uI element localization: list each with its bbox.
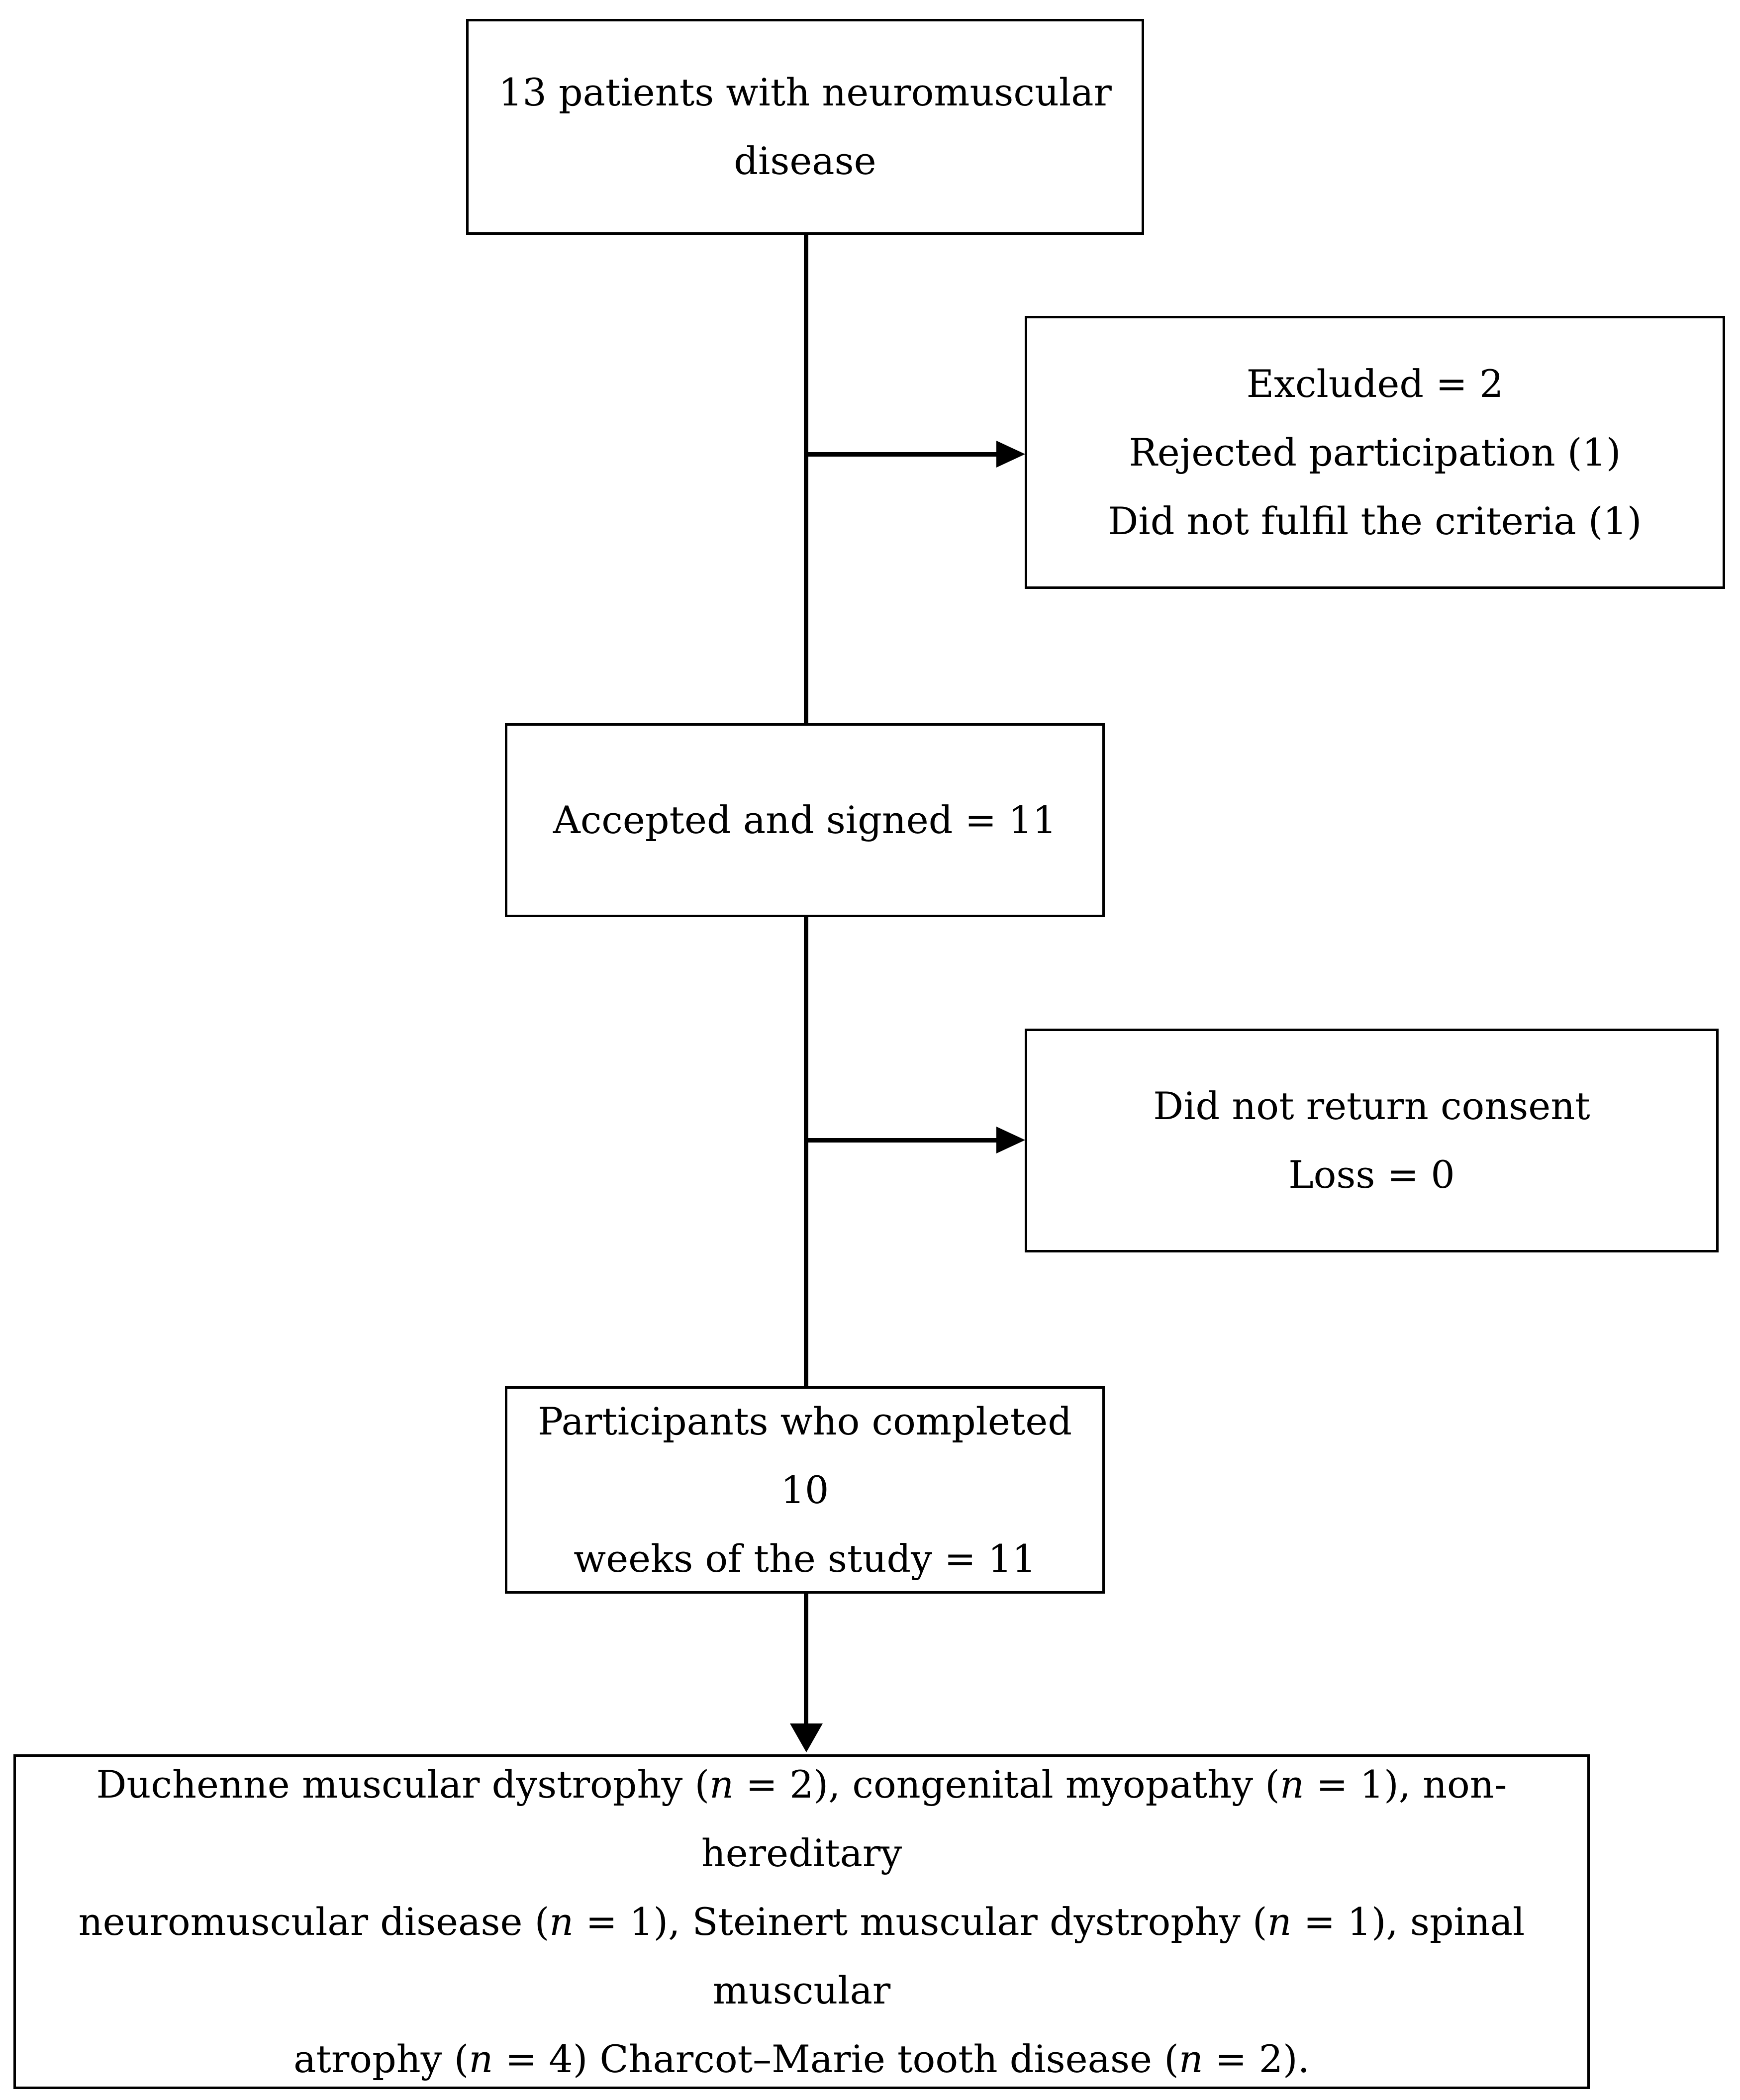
text-line: Accepted and signed = 11 bbox=[553, 798, 1057, 842]
box-accepted-signed bbox=[505, 723, 1105, 917]
box-excluded bbox=[1025, 316, 1725, 589]
arrow-to-final-head-icon bbox=[790, 1723, 823, 1752]
text-line: weeks of the study = 11 bbox=[574, 1536, 1036, 1581]
box-patients bbox=[466, 19, 1144, 235]
connector-line-top-to-accepted bbox=[804, 235, 808, 723]
text-line: Did not return consent bbox=[1153, 1084, 1590, 1128]
arrow-to-consent-head-icon bbox=[996, 1127, 1025, 1153]
text-line: disease bbox=[734, 139, 876, 183]
text-line: Loss = 0 bbox=[1288, 1152, 1455, 1197]
arrow-to-final-shaft bbox=[804, 1594, 808, 1725]
arrow-to-excluded-shaft bbox=[804, 452, 998, 457]
text-line: atrophy (n = 4) Charcot–Marie tooth disease (n = 2). bbox=[293, 2036, 1310, 2081]
text-line: neuromuscular disease (n = 1), Steinert muscular dystrophy (n = 1), spinal muscular bbox=[78, 1899, 1525, 2012]
text-line: Duchenne muscular dystrophy (n = 2), congenital myopathy (n = 1), non-hereditary bbox=[96, 1762, 1507, 1875]
arrow-to-excluded-head-icon bbox=[996, 441, 1025, 468]
text-line: Rejected participation (1) bbox=[1129, 430, 1621, 475]
box-diagnoses bbox=[13, 1754, 1590, 2089]
text-line: Excluded = 2 bbox=[1246, 361, 1504, 406]
text-line: 13 patients with neuromuscular bbox=[498, 70, 1112, 114]
text-line: Participants who completed 10 bbox=[537, 1399, 1072, 1512]
box-completed-study bbox=[505, 1386, 1105, 1594]
box-did-not-return-consent bbox=[1025, 1029, 1719, 1252]
connector-line-accepted-to-completed bbox=[804, 917, 808, 1386]
arrow-to-consent-shaft bbox=[804, 1138, 998, 1143]
text-line: Did not fulfil the criteria (1) bbox=[1108, 498, 1642, 543]
